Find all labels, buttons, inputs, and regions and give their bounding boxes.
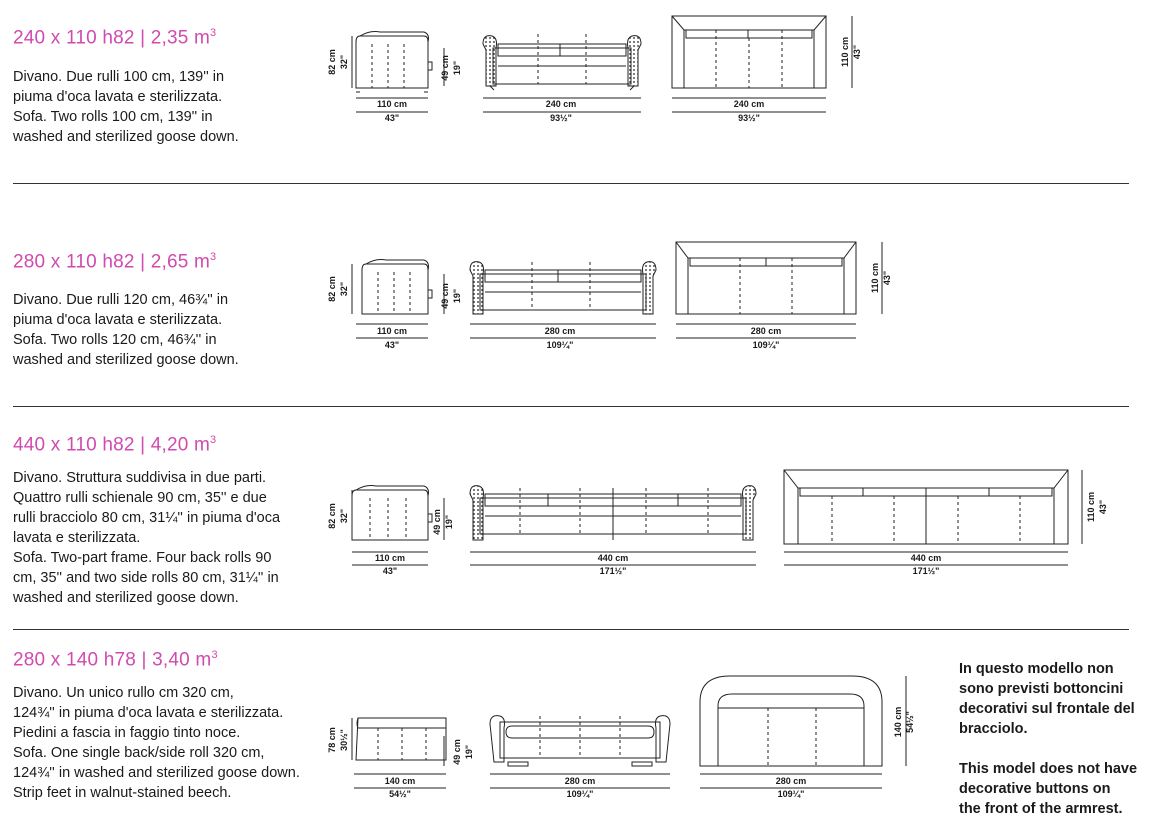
top-width-cm: 280 cm [775, 776, 807, 786]
row-description: Divano. Struttura suddivisa in due parti. Quattro rulli schienale 90 cm, 35'' e due rulli bracciolo 80 cm, 31¼'' in piuma d'oca lavata e sterilizzata. Sofa. Two-part frame. Four back rolls 90 cm, 35'' and two side rolls 80 cm, 31¼'' in washed and sterilized goose down. [13, 470, 281, 606]
front-width-cm: 280 cm [564, 776, 596, 786]
top-view-240 [672, 16, 852, 112]
front-width-in: 109¼" [566, 789, 594, 799]
side-width-in: 43" [382, 566, 398, 576]
side-width-in: 43" [384, 340, 400, 350]
top-depth-cm: 110 cm [840, 36, 850, 68]
front-view-240 [444, 34, 641, 112]
side-height-in: 32" [339, 508, 349, 524]
front-seat-height-in: 19" [452, 288, 462, 304]
top-depth-in: 54½" [905, 711, 915, 733]
front-width-in: 171½" [599, 566, 627, 576]
side-width-cm: 110 cm [376, 326, 408, 336]
side-height-cm: 82 cm [327, 503, 337, 529]
side-height-in: 30½" [339, 729, 349, 751]
top-width-in: 109¼" [777, 789, 805, 799]
top-depth-cm: 110 cm [870, 262, 880, 294]
front-width-cm: 240 cm [545, 99, 577, 109]
side-width-in: 54½" [389, 789, 411, 799]
top-depth-in: 43" [1098, 499, 1108, 515]
side-width-in: 43" [384, 113, 400, 123]
front-seat-height-in: 19" [452, 60, 462, 76]
top-view-440 [784, 470, 1082, 565]
top-depth-in: 43" [882, 270, 892, 286]
front-seat-height-in: 19" [444, 514, 454, 530]
row-title: 240 x 110 h82 | 2,35 $m^3$ [13, 27, 217, 49]
top-width-in: 93½" [738, 113, 760, 123]
front-seat-height-in: 19" [464, 744, 474, 760]
side-height-cm: 78 cm [327, 727, 337, 753]
side-height-cm: 82 cm [327, 276, 337, 302]
armrest-note: In questo modello non sono previsti bottoncini decorativi sul frontale del bracciolo. This model does not have decorative buttons on the front of the armrest. [959, 661, 1138, 817]
top-width-cm: 440 cm [910, 553, 942, 563]
top-width-cm: 280 cm [750, 326, 782, 336]
row-description: Divano. Un unico rullo cm 320 cm, 124¾'' in piuma d'oca lavata e sterilizzata. Piedini a fascia in faggio tinto noce. Sofa. One single back/side roll 320 cm, 124¾'' in washed and sterilized goose down. Strip feet in walnut-stained beech. [13, 685, 300, 801]
front-view-280-140 [444, 716, 670, 788]
row-title: 440 x 110 h82 | 4,20 $m^3$ [13, 434, 217, 456]
row-title: 280 x 140 h78 | 3,40 $m^3$ [13, 649, 218, 671]
top-width-cm: 240 cm [733, 99, 765, 109]
front-width-in: 93½" [550, 113, 572, 123]
side-width-cm: 140 cm [384, 776, 416, 786]
top-width-in: 109¼" [752, 340, 780, 350]
top-view-280-140 [700, 676, 906, 788]
front-width-in: 109¼" [546, 340, 574, 350]
front-seat-height-cm: 49 cm [440, 55, 450, 81]
side-height-in: 32" [339, 281, 349, 297]
front-width-cm: 440 cm [597, 553, 629, 563]
front-width-cm: 280 cm [544, 326, 576, 336]
row-description: Divano. Due rulli 100 cm, 139'' in piuma d'oca lavata e sterilizzata. Sofa. Two rolls 100 cm, 139'' in washed and sterilized goose down. [13, 69, 239, 145]
front-seat-height-cm: 49 cm [440, 283, 450, 309]
top-width-in: 171½" [912, 566, 940, 576]
top-depth-in: 43" [852, 44, 862, 60]
side-height-in: 32" [339, 54, 349, 70]
top-depth-cm: 140 cm [893, 706, 903, 738]
side-width-cm: 110 cm [374, 553, 406, 563]
side-width-cm: 110 cm [376, 99, 408, 109]
front-seat-height-cm: 49 cm [452, 739, 462, 765]
side-height-cm: 82 cm [327, 49, 337, 75]
row-description: Divano. Due rulli 120 cm, 46¾'' in piuma d'oca lavata e sterilizzata. Sofa. Two rolls 120 cm, 46¾'' in washed and sterilized goose down. [13, 292, 239, 368]
front-seat-height-cm: 49 cm [432, 509, 442, 535]
top-depth-cm: 110 cm [1086, 491, 1096, 523]
row-title: 280 x 110 h82 | 2,65 $m^3$ [13, 251, 217, 273]
top-view-280 [676, 242, 882, 338]
